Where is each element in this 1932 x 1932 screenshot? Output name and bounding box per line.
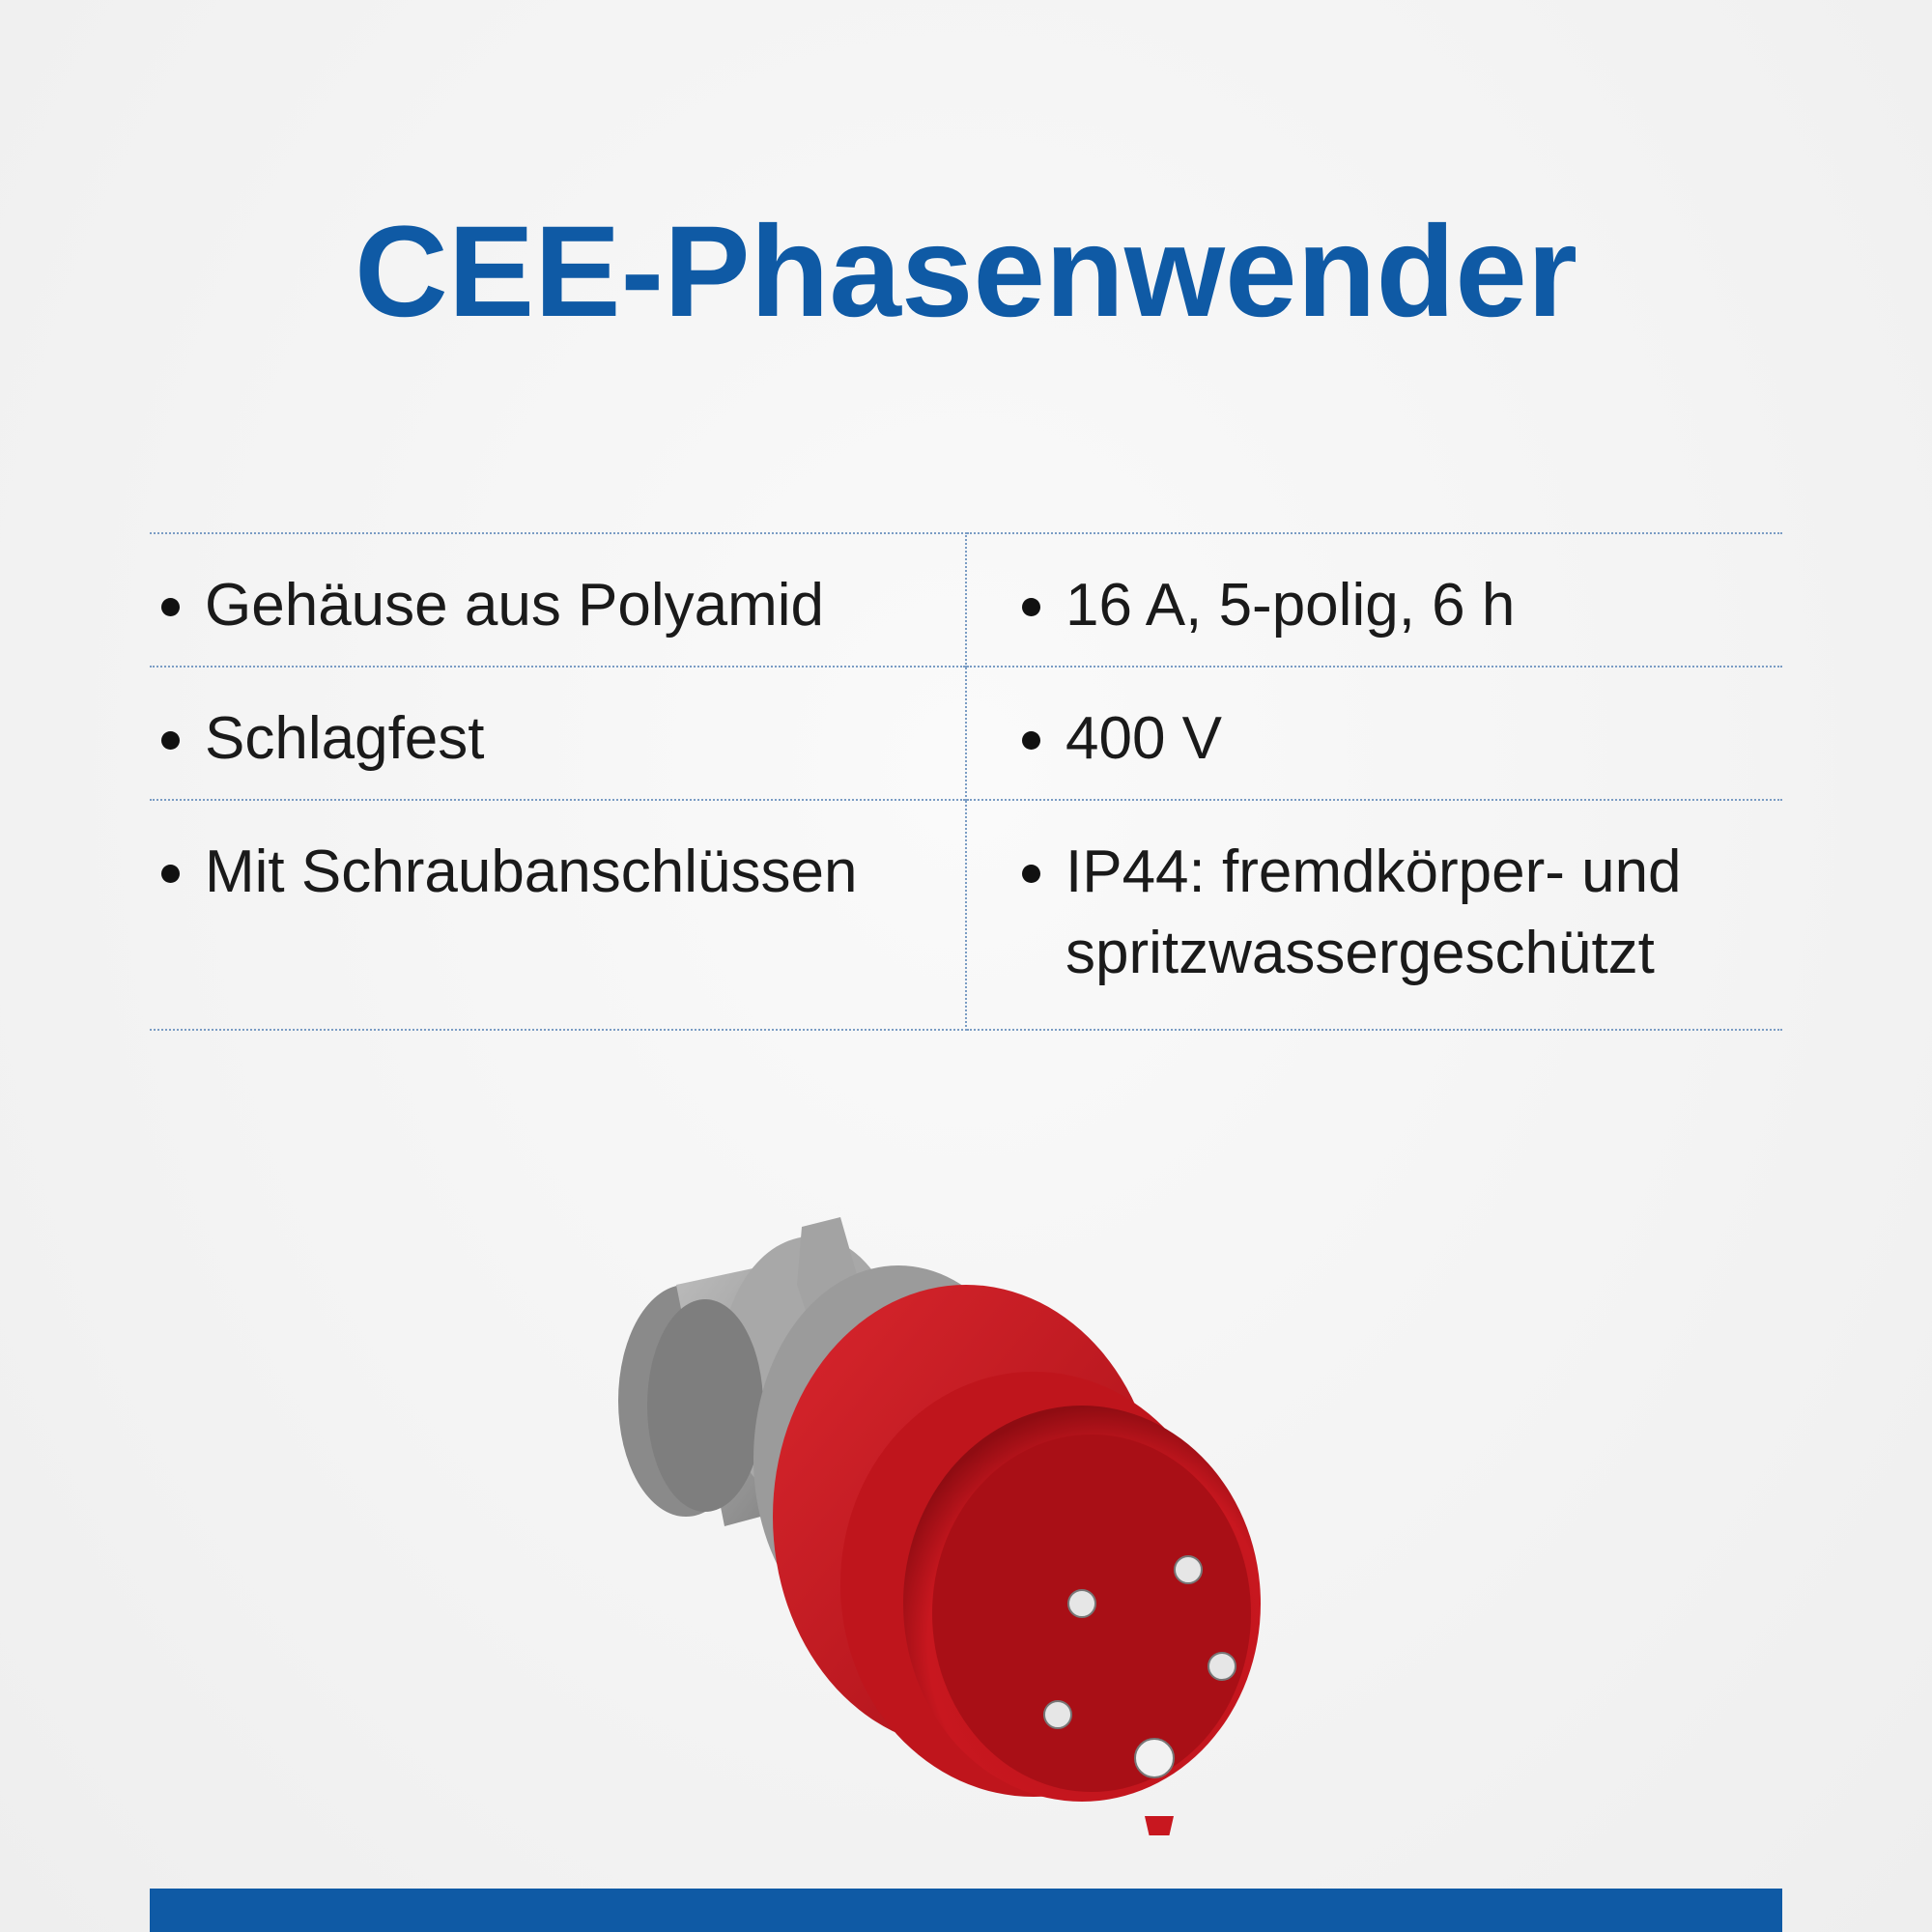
bullet-icon — [1022, 731, 1040, 750]
list-item — [967, 565, 1782, 646]
feature-text: IP44: fremdkörper- und spritzwassergeschützt — [1065, 838, 1682, 986]
feature-cell — [150, 800, 966, 1030]
list-item — [150, 832, 965, 913]
feature-table — [150, 532, 1782, 1031]
feature-cell — [966, 667, 1782, 800]
table-row — [150, 800, 1782, 1030]
list-item — [967, 832, 1782, 994]
feature-cell — [150, 533, 966, 667]
list-item — [150, 698, 965, 780]
list-item — [967, 698, 1782, 780]
table-row — [150, 533, 1782, 667]
page-title: CEE-Phasenwender — [355, 199, 1577, 344]
plug-body — [773, 1285, 1261, 1802]
feature-text: 400 V — [1065, 705, 1223, 772]
plug-image — [580, 1198, 1352, 1835]
bullet-icon — [161, 598, 180, 616]
bullet-icon — [161, 731, 180, 750]
bullet-icon — [1022, 865, 1040, 883]
list-item — [150, 565, 965, 646]
feature-text: Mit Schraubanschlüssen — [205, 838, 858, 905]
feature-cell — [150, 667, 966, 800]
feature-text: Schlagfest — [205, 705, 485, 772]
feature-cell — [966, 800, 1782, 1030]
table-row — [150, 667, 1782, 800]
bullet-icon — [1022, 598, 1040, 616]
bullet-icon — [161, 865, 180, 883]
footer-bar — [150, 1889, 1782, 1932]
feature-text: 16 A, 5-polig, 6 h — [1065, 572, 1516, 639]
feature-cell — [966, 533, 1782, 667]
key-tab — [1145, 1816, 1174, 1835]
feature-text: Gehäuse aus Polyamid — [205, 572, 825, 639]
